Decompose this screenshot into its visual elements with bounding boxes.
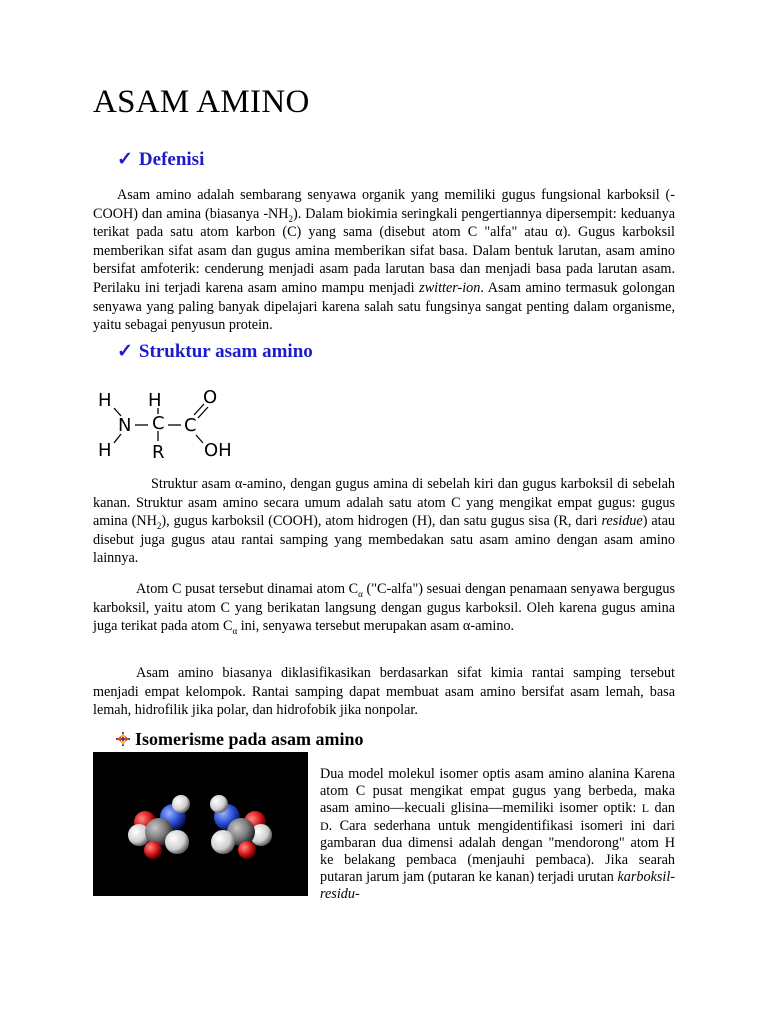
paragraph-struktur-3: Asam amino biasanya diklasifikasikan berdasarkan sifat kimia rantai samping tersebut menjadi empat kelompok. Rantai samping dapat membuat asam amino bersifat asam lemah, basa lemah, hidrofilik jika polar, dan hidrofobik jika nonpolar. bbox=[93, 665, 675, 719]
atom-h: H bbox=[98, 390, 112, 411]
check-icon: ✓ bbox=[117, 149, 133, 170]
atom-c-carboxyl: C bbox=[184, 415, 197, 436]
atom-h: H bbox=[98, 440, 112, 461]
atom-n: N bbox=[118, 415, 132, 436]
section-heading-isomerisme: Isomerisme pada asam amino bbox=[115, 729, 364, 750]
group-oh: OH bbox=[204, 440, 232, 461]
section-heading-defenisi: ✓ Defenisi bbox=[117, 149, 205, 170]
paragraph-defenisi: Asam amino adalah sembarang senyawa organik yang memiliki gugus fungsional karboksil (-COOH) dan amina (biasanya $-NH_2$). Dalam biokimia seringkali pengertiannya dipersempit: keduanya terikat pada satu atom karbon (C) yang sama (disebut atom C "alfa" atau α). Gugus karboksil memberikan sifat asam dan gugus amina memberikan sifat basa. Dalam bentuk larutan, asam amino bersifat amfoterik: cenderung menjadi asam pada larutan basa dan menjadi basa pada larutan asam. Perilaku ini terjadi karena asam amino mampu menjadi zwitter-ion. Asam amino termasuk golongan senyawa yang paling banyak dipelajari karena salah satu fungsinya sangat penting dalam organisme, yaitu sebagai penyusun protein. bbox=[93, 187, 676, 334]
molecule-left bbox=[128, 795, 190, 859]
amino-acid-structure-diagram bbox=[95, 385, 245, 465]
atom-o: O bbox=[203, 387, 218, 408]
paragraph-struktur-1: Struktur asam α-amino, dengan gugus amina di sebelah kiri dan gugus karboksil di sebelah kanan. Struktur asam amino secara umum adalah satu atom C yang mengikat empat gugus: gugus amina $(NH_2)$, gugus karboksil (COOH), atom hidrogen (H), dan satu gugus sisa (R, dari residue) atau disebut juga gugus atau rantai samping yang membedakan satu asam amino dengan asam amino lainnya. bbox=[93, 476, 676, 567]
check-icon: ✓ bbox=[117, 341, 133, 362]
paragraph-isomerisme: Dua model molekul isomer optis asam amino alanina Karena atom C pusat mengikat empat gugus yang berbeda, maka asam amino—kecuali glisina—memiliki isomer optik: L dan D. Cara sederhana untuk mengidentifikasi isomeri ini dari gambaran dua dimensi adalah dengan "mendorong" atom H ke belakang pembaca (menjauhi pembaca). Jika searah putaran jarum jam (putaran ke kanan) terjadi urutan karboksil-residu- bbox=[320, 766, 675, 903]
group-r: R bbox=[152, 442, 165, 463]
molecule-right bbox=[210, 795, 272, 859]
atom-h: H bbox=[148, 390, 162, 411]
bond bbox=[196, 435, 203, 443]
arrow-bullet-icon bbox=[115, 731, 131, 747]
section-heading-struktur: ✓ Struktur asam amino bbox=[117, 341, 313, 362]
page-title: ASAM AMINO bbox=[93, 84, 310, 120]
paragraph-struktur-2: Atom C pusat tersebut dinamai atom $C_\alpha$ ("C-alfa") sesuai dengan penamaan senyawa bergugus karboksil, yaitu atom C yang berikatan langsung dengan gugus karboksil. Oleh karena gugus amina juga terikat pada atom $C_\alpha$ ini, senyawa tersebut merupakan asam α-amino. bbox=[93, 581, 675, 637]
atom-c-alpha: C bbox=[152, 413, 165, 434]
alanine-isomer-models-image bbox=[93, 752, 308, 896]
